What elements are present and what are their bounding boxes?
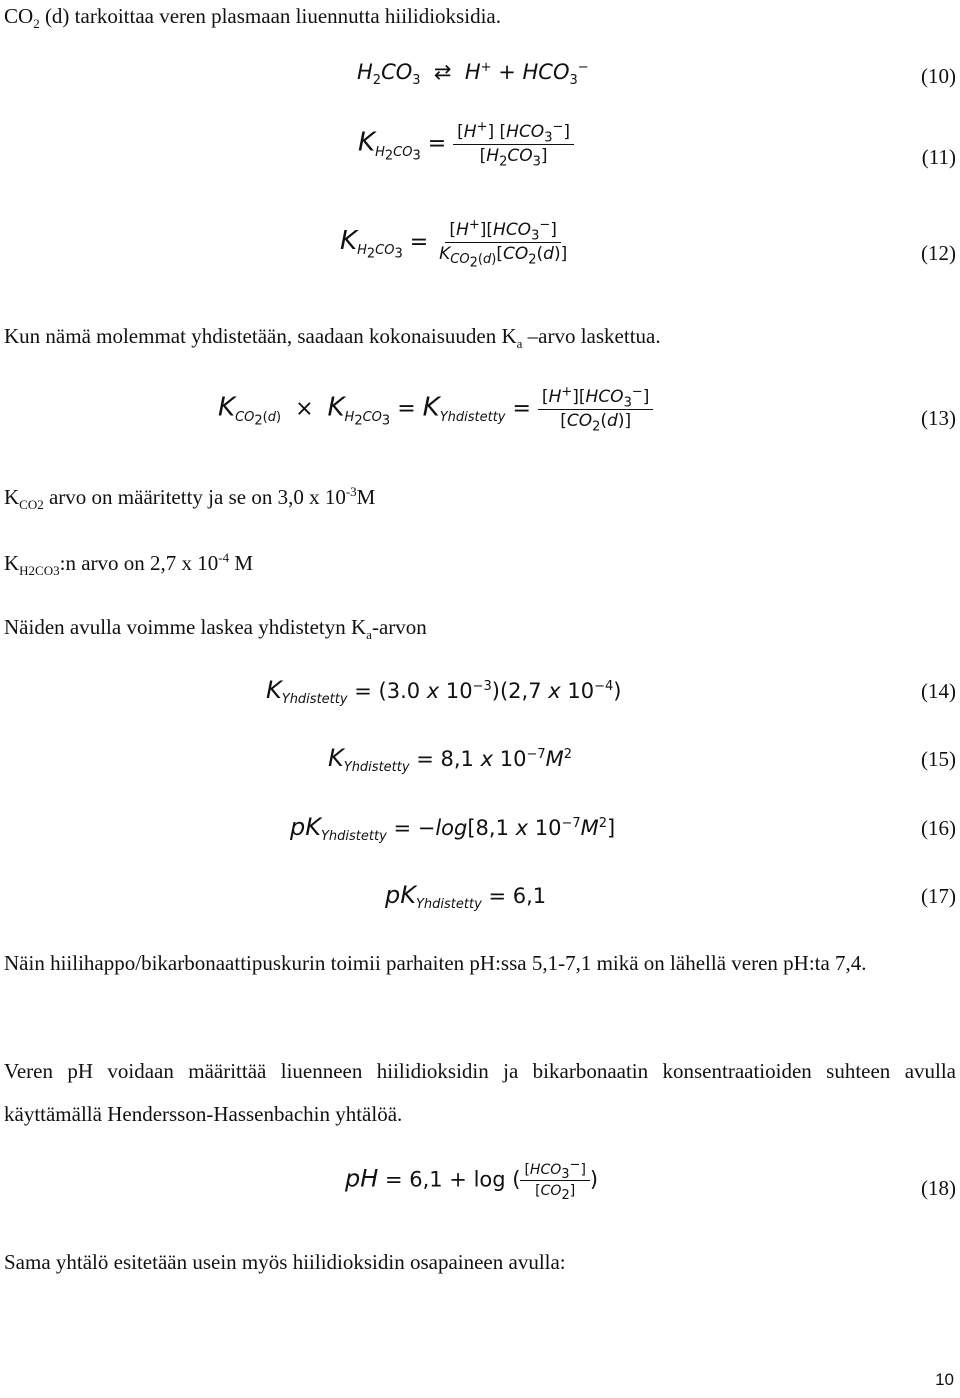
kh2co3-k: K [4, 551, 20, 575]
equation-15: $K_{Yhdistetty} = 8,1$ x $10^{-7}M^2$ [328, 744, 573, 776]
kco2-unit: M [356, 485, 376, 509]
paragraph-ka-before: Kun nämä molemmat yhdistetään, saadaan kokonaisuuden K [4, 324, 517, 348]
equation-number-10: (10) [921, 64, 956, 88]
page-number: 10 [935, 1370, 954, 1389]
kh2co3-text: :n arvo on 2,7 x 10 [59, 551, 219, 575]
paragraph-combined-before: Näiden avulla voimme laskea yhdistetyn K [4, 615, 367, 639]
intro-rest: (d) tarkoittaa veren plasmaan liuennutta hiilidioksidia. [39, 4, 501, 28]
paragraph-combined [4, 615, 427, 643]
equation-13: $K_{CO_2(d)} \times K_{H_2CO_3} = K_{Yhdistetty}$ = $\frac{[H^+][HCO_3^-]}{[CO_2(d)]}$ [218, 389, 653, 430]
kh2co3-line [4, 550, 254, 579]
paragraph-combined-sub: a [366, 627, 372, 643]
equation-11: $K_{H_2CO_3}$ = $\frac{[H^+] [HCO_3^-]}{[H_2CO_3]}$ [358, 124, 574, 165]
equation-number-15: (15) [921, 747, 956, 771]
paragraph-ka-after: –arvo laskettua. [522, 324, 661, 348]
equation-number-17: (17) [921, 884, 956, 908]
equation-number-11: (11) [921, 145, 956, 169]
intro-text [4, 4, 501, 32]
equation-number-16: (16) [921, 816, 956, 840]
paragraph-buffer: Näin hiilihappo/bikarbonaattipuskurin toimii parhaiten pH:ssa 5,1-7,1 mikä on lähellä veren pH:ta 7,4. [4, 951, 867, 975]
intro-co-sub: 2 [33, 16, 40, 32]
kco2-sub: CO2 [19, 497, 44, 513]
paragraph-combined-after: -arvon [371, 615, 427, 639]
equation-10: $H_2CO_3$ ⇄ $H^+ + HCO_3^-$ [357, 60, 589, 89]
equation-16: $pK_{Yhdistetty} = -\log[8,1$ x $10^{-7}M^2$] [290, 813, 616, 845]
equation-number-12: (12) [921, 241, 956, 265]
kco2-line [4, 484, 376, 513]
equation-17: $pK_{Yhdistetty} = 6,1$ [385, 881, 547, 913]
kco2-text: arvo on määritetty ja se on 3,0 x 10 [43, 485, 346, 509]
kco2-k: K [4, 485, 20, 509]
paragraph-ka-sub: a [516, 336, 523, 352]
equation-number-18: (18) [921, 1176, 956, 1200]
equation-12: $K_{H_2CO_3}$ = $\frac{[H^+][HCO_3^-]}{K_{CO_2(d)}[CO_2(d)]}$ [340, 217, 568, 271]
equation-14: $K_{Yhdistetty} = (3.0$ x $10^{-3})(2,7$ x $10^{-4}$) [266, 676, 622, 708]
paragraph-last: Sama yhtälö esitetään usein myös hiilidioksidin osapaineen avulla: [4, 1250, 566, 1274]
intro-co: CO [4, 4, 34, 28]
paragraph-ka [4, 324, 661, 352]
equation-18: pH = 6,1 + log ( $\frac{[HCO_3^-]}{[CO_2]}$ ) [345, 1157, 599, 1203]
kh2co3-sub: H2CO3 [19, 563, 60, 579]
equation-number-13: (13) [921, 406, 956, 430]
kh2co3-exponent: -4 [218, 550, 230, 565]
paragraph-henderson: Veren pH voidaan määrittää liuenneen hiilidioksidin ja bikarbonaatin konsentraatioiden suhteen avulla käyttämällä Hendersson-Hassenbachin yhtälöä. [4, 1059, 956, 1126]
kco2-exponent: -3 [345, 484, 357, 499]
equation-number-14: (14) [921, 679, 956, 703]
kh2co3-unit: M [229, 551, 254, 575]
